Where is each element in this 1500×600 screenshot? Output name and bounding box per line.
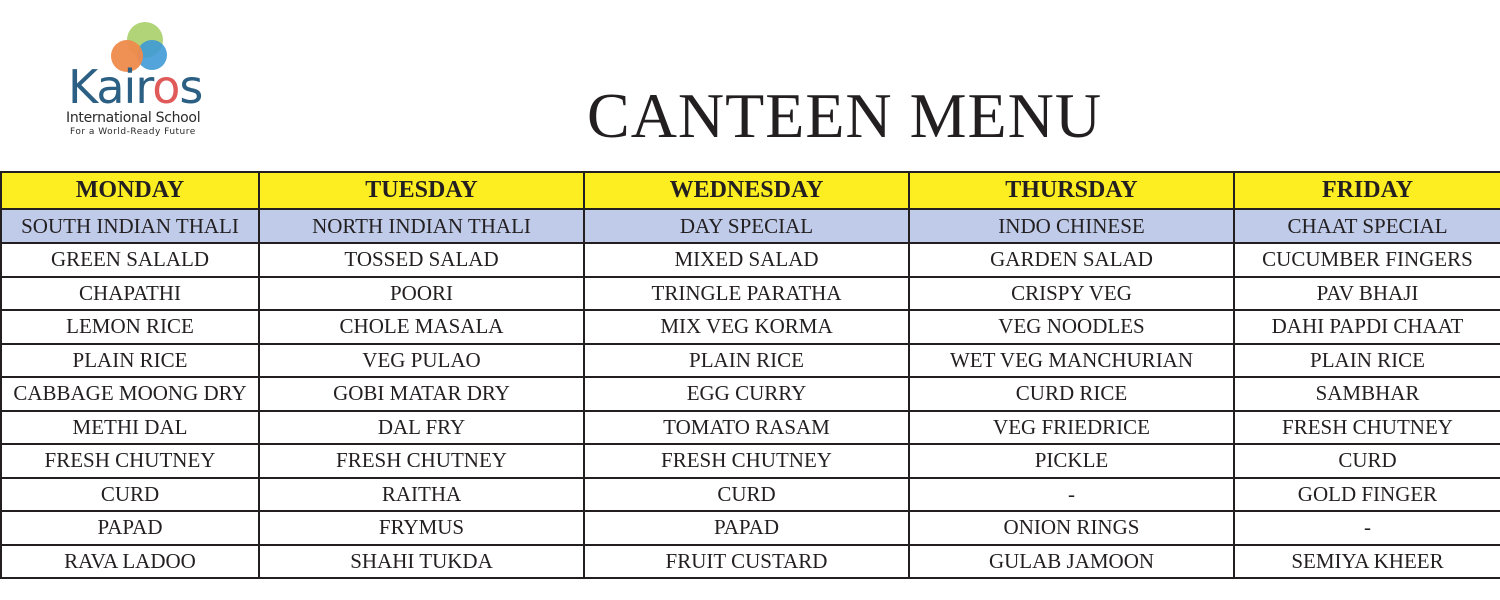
menu-cell: FRYMUS [259, 511, 584, 545]
menu-cell: PLAIN RICE [584, 344, 909, 378]
menu-cell: VEG FRIEDRICE [909, 411, 1234, 445]
menu-row [1, 277, 1500, 311]
menu-cell: EGG CURRY [584, 377, 909, 411]
menu-cell: GARDEN SALAD [909, 243, 1234, 277]
logo-subtitle: International School [66, 110, 201, 126]
menu-cell: METHI DAL [1, 411, 259, 445]
menu-row [1, 511, 1500, 545]
menu-cell: TOMATO RASAM [584, 411, 909, 445]
menu-cell: RAVA LADOO [1, 545, 259, 579]
menu-row [1, 478, 1500, 512]
theme-cell: DAY SPECIAL [584, 209, 909, 243]
menu-cell: FRESH CHUTNEY [1234, 411, 1500, 445]
menu-row [1, 545, 1500, 579]
day-header-friday: FRIDAY [1234, 172, 1500, 209]
school-logo [60, 18, 230, 143]
menu-cell: DAHI PAPDI CHAAT [1234, 310, 1500, 344]
menu-cell: CUCUMBER FINGERS [1234, 243, 1500, 277]
day-header-tuesday: TUESDAY [259, 172, 584, 209]
theme-cell: SOUTH INDIAN THALI [1, 209, 259, 243]
menu-cell: MIX VEG KORMA [584, 310, 909, 344]
menu-cell: ONION RINGS [909, 511, 1234, 545]
menu-cell: VEG PULAO [259, 344, 584, 378]
menu-cell: CHOLE MASALA [259, 310, 584, 344]
menu-cell: FRUIT CUSTARD [584, 545, 909, 579]
menu-cell: CRISPY VEG [909, 277, 1234, 311]
menu-row [1, 377, 1500, 411]
menu-cell: PLAIN RICE [1234, 344, 1500, 378]
menu-cell: RAITHA [259, 478, 584, 512]
menu-cell: FRESH CHUTNEY [584, 444, 909, 478]
menu-cell: CURD RICE [909, 377, 1234, 411]
menu-cell: PLAIN RICE [1, 344, 259, 378]
menu-cell: FRESH CHUTNEY [259, 444, 584, 478]
menu-row [1, 444, 1500, 478]
menu-row [1, 411, 1500, 445]
menu-cell: LEMON RICE [1, 310, 259, 344]
day-header-row [1, 172, 1500, 209]
menu-cell: GULAB JAMOON [909, 545, 1234, 579]
theme-cell: NORTH INDIAN THALI [259, 209, 584, 243]
day-header-thursday: THURSDAY [909, 172, 1234, 209]
menu-cell: PAPAD [584, 511, 909, 545]
day-header-monday: MONDAY [1, 172, 259, 209]
menu-cell: PAPAD [1, 511, 259, 545]
menu-row [1, 310, 1500, 344]
menu-cell: DAL FRY [259, 411, 584, 445]
menu-cell: SEMIYA KHEER [1234, 545, 1500, 579]
menu-cell: - [1234, 511, 1500, 545]
menu-cell: GOLD FINGER [1234, 478, 1500, 512]
menu-cell: GREEN SALALD [1, 243, 259, 277]
logo-tagline: For a World-Ready Future [70, 127, 196, 137]
menu-cell: PAV BHAJI [1234, 277, 1500, 311]
menu-cell: PICKLE [909, 444, 1234, 478]
menu-cell: FRESH CHUTNEY [1, 444, 259, 478]
menu-cell: GOBI MATAR DRY [259, 377, 584, 411]
menu-row [1, 344, 1500, 378]
menu-cell: TOSSED SALAD [259, 243, 584, 277]
menu-cell: - [909, 478, 1234, 512]
menu-cell: POORI [259, 277, 584, 311]
menu-cell: MIXED SALAD [584, 243, 909, 277]
menu-row [1, 243, 1500, 277]
menu-cell: CURD [1, 478, 259, 512]
theme-cell: CHAAT SPECIAL [1234, 209, 1500, 243]
menu-cell: CHAPATHI [1, 277, 259, 311]
day-header-wednesday: WEDNESDAY [584, 172, 909, 209]
logo-name: Kairos [68, 60, 203, 114]
menu-cell: TRINGLE PARATHA [584, 277, 909, 311]
theme-cell: INDO CHINESE [909, 209, 1234, 243]
menu-cell: WET VEG MANCHURIAN [909, 344, 1234, 378]
menu-table [0, 171, 1500, 579]
page-title: CANTEEN MENU [587, 80, 1103, 151]
menu-cell: CURD [1234, 444, 1500, 478]
menu-cell: CURD [584, 478, 909, 512]
menu-cell: SAMBHAR [1234, 377, 1500, 411]
menu-cell: VEG NOODLES [909, 310, 1234, 344]
menu-cell: SHAHI TUKDA [259, 545, 584, 579]
menu-cell: CABBAGE MOONG DRY [1, 377, 259, 411]
theme-row [1, 209, 1500, 243]
